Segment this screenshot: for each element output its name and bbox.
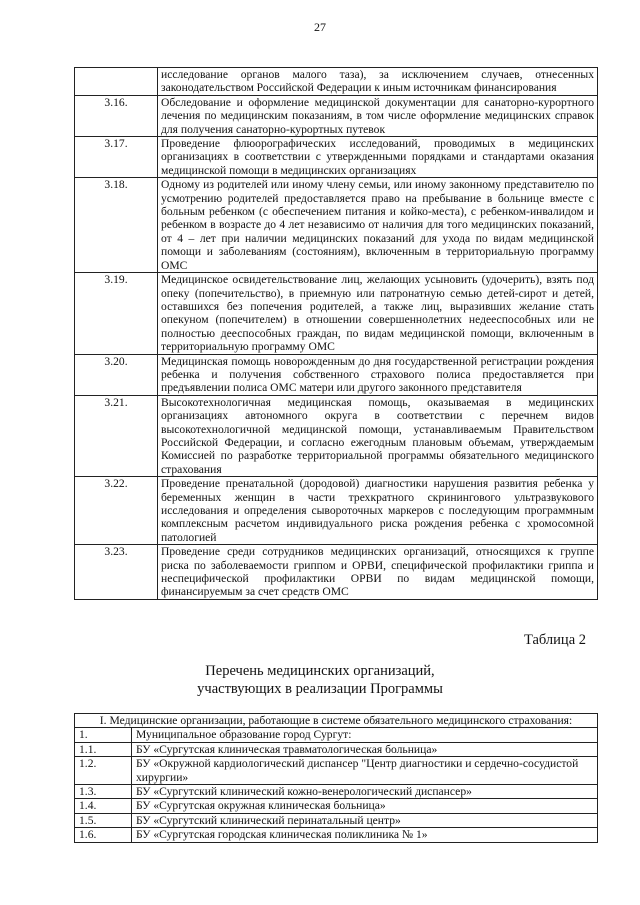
services-table [74,67,598,600]
service-row [75,354,598,395]
row-number: 1. [75,728,132,742]
organization-row [75,799,598,813]
section-header: I. Медицинские организации, работающие в системе обязательного медицинского страхования: [75,714,598,728]
row-number: 3.22. [75,477,158,545]
table-title [0,662,640,698]
row-text: БУ «Сургутская городская клиническая поликлиника № 1» [132,828,598,842]
row-number: 1.1. [75,742,132,756]
row-number: 3.23. [75,545,158,600]
row-number: 3.20. [75,354,158,395]
row-number: 3.16. [75,95,158,136]
row-number: 1.3. [75,785,132,799]
row-text: исследование органов малого таза), за исключением случаев, отнесенных законодательством Российской Федерации к иным источникам финансирования [158,68,598,96]
section-header-row [75,714,598,728]
table-title-line-2: участвующих в реализации Программы [197,681,443,697]
row-number: 1.5. [75,813,132,827]
table-title-line-1: Перечень медицинских организаций, [205,663,435,679]
row-text: Проведение среди сотрудников медицинских организаций, относящихся к группе риска по заболеваемости гриппом и ОРВИ, специфической профилактики гриппа и неспецифической профилактики ОРВИ по видам медицинской помощи, финансируемым за счет средств ОМС [158,545,598,600]
row-number: 3.21. [75,395,158,476]
service-row [75,137,598,178]
service-row [75,395,598,476]
row-text: Обследование и оформление медицинской документации для санаторно-курортного лечения по медицинским показаниям, в том числе оформление медицинских справок для получения санаторно-курортных путевок [158,95,598,136]
row-number: 3.17. [75,137,158,178]
organization-row [75,757,598,785]
row-text: БУ «Сургутский клинический перинатальный центр» [132,813,598,827]
page-number: 27 [314,20,326,34]
service-row [75,477,598,545]
organization-row [75,828,598,842]
organization-row [75,742,598,756]
row-text: Проведение пренатальной (дородовой) диагностики нарушения развития ребенка у беременных женщин в части трехкратного скринингового ультразвукового исследования и определения сывороточных маркеров с последующим программным комплексным расчетом индивидуального риска рождения ребенка с хромосомной патологией [158,477,598,545]
organization-row [75,785,598,799]
service-row [75,545,598,600]
service-row [75,68,598,96]
row-number: 3.19. [75,273,158,354]
service-row [75,273,598,354]
organization-row [75,813,598,827]
row-text: Медицинское освидетельствование лиц, желающих усыновить (удочерить), взять под опеку (попечительство), в приемную или патронатную семью детей-сирот и детей, оставшихся без попечения родителей, а также лиц, выразивших желание стать опекуном (попечителем) в отношении совершеннолетних недееспособных или не полностью дееспособных граждан, по видам медицинской помощи, включенным в территориальную программу ОМС [158,273,598,354]
row-number: 1.6. [75,828,132,842]
organization-row [75,728,598,742]
row-text: Одному из родителей или иному члену семьи, или иному законному представителю по усмотрению родителей предоставляется право на пребывание в больнице вместе с больным ребенком (с обеспечением питания и койко-места), с ребенком-инвалидом и ребенком в возрасте до 4 лет независимо от наличия для того медицинских показаний, от 4 – лет при наличии медицинских показаний для ухода по видам медицинской помощи и заболеваниям (состояниям), включенным в территориальную программу ОМС [158,178,598,273]
organizations-table [74,713,598,843]
row-text: Проведение флюорографических исследований, проводимых в медицинских организациях в соответствии с утвержденными порядками и стандартами оказания медицинской помощи в медицинских организациях [158,137,598,178]
row-text: Медицинская помощь новорожденным до дня государственной регистрации рождения ребенка и получения собственного страхового полиса предоставляется при предъявлении полиса ОМС матери или другого законного представителя [158,354,598,395]
row-number [75,68,158,96]
service-row [75,95,598,136]
row-text: БУ «Сургутский клинический кожно-венерологический диспансер» [132,785,598,799]
row-text: Высокотехнологичная медицинская помощь, оказываемая в медицинских организациях автономного округа в соответствии с перечнем видов высокотехнологичной медицинской помощи, устанавливаемым Правительством Российской Федерации, и согласно ежегодным плановым объемам, утверждаемым Комиссией по разработке территориальной программы обязательного медицинского страхования [158,395,598,476]
row-text: БУ «Окружной кардиологический диспансер "Центр диагностики и сердечно-сосудистой хирургии» [132,757,598,785]
row-number: 1.4. [75,799,132,813]
row-text: БУ «Сургутская клиническая травматологическая больница» [132,742,598,756]
service-row [75,178,598,273]
row-number: 1.2. [75,757,132,785]
row-text: БУ «Сургутская окружная клиническая больница» [132,799,598,813]
table-label: Таблица 2 [523,632,586,648]
row-text: Муниципальное образование город Сургут: [132,728,598,742]
row-number: 3.18. [75,178,158,273]
